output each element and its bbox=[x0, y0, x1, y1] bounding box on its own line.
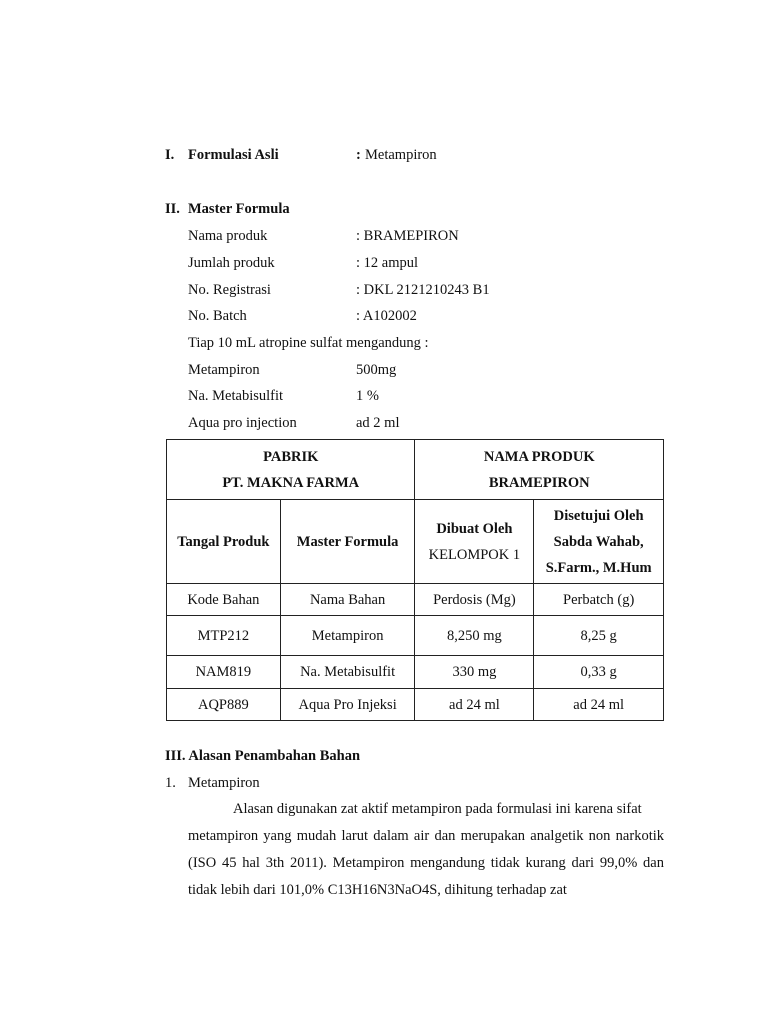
master-formula-table bbox=[166, 439, 664, 721]
disetujui-name: Sabda Wahab, bbox=[553, 533, 644, 550]
table-row bbox=[167, 689, 664, 721]
column-header: Nama Bahan bbox=[280, 584, 415, 616]
table-cell: ad 24 ml bbox=[534, 689, 664, 721]
table-header-row bbox=[167, 440, 664, 500]
ingredient-amount: 500mg bbox=[356, 362, 397, 378]
table-column-header-row bbox=[167, 584, 664, 616]
table-cell: Na. Metabisulfit bbox=[280, 656, 415, 689]
paragraph-body: metampiron yang mudah larut dalam air dan merupakan analgetik non narkotik (ISO 45 hal 3th 2011). Metampiron mengandung tidak kurang dari 99,0% dan tidak lebih dari 101,0% C13H16N3NaO4S, dihitung terhadap zat bbox=[188, 828, 664, 898]
ingredient-name: Aqua pro injection bbox=[188, 415, 297, 431]
table-cell: MTP212 bbox=[167, 616, 281, 656]
batch-label: No. Batch bbox=[188, 308, 247, 324]
ingredient-name: Na. Metabisulfit bbox=[188, 388, 284, 404]
column-header: Perbatch (g) bbox=[534, 584, 664, 616]
product-quantity-label: Jumlah produk bbox=[188, 255, 275, 271]
pabrik-label: PABRIK bbox=[263, 448, 319, 465]
disetujui-cell bbox=[534, 500, 664, 584]
column-header: Perdosis (Mg) bbox=[415, 584, 534, 616]
disetujui-title: S.Farm., M.Hum bbox=[545, 559, 652, 576]
product-quantity-value: : 12 ampul bbox=[356, 255, 419, 271]
table-sign-row bbox=[167, 500, 664, 584]
table-row bbox=[167, 656, 664, 689]
table-cell: Aqua Pro Injeksi bbox=[280, 689, 415, 721]
table-cell: Metampiron bbox=[280, 616, 415, 656]
column-header: Kode Bahan bbox=[167, 584, 281, 616]
registration-value: : DKL 2121210243 B1 bbox=[356, 282, 490, 298]
section-1-number: I. bbox=[165, 147, 175, 163]
section-1-value: Metampiron bbox=[365, 147, 437, 163]
master-cell: Master Formula bbox=[280, 500, 415, 584]
table-row bbox=[167, 616, 664, 656]
section-2-title: Master Formula bbox=[188, 201, 290, 217]
produk-cell bbox=[415, 440, 664, 500]
dibuat-label: Dibuat Oleh bbox=[436, 520, 513, 537]
table-cell: 8,250 mg bbox=[415, 616, 534, 656]
table-cell: 330 mg bbox=[415, 656, 534, 689]
table-cell: 8,25 g bbox=[534, 616, 664, 656]
disetujui-label: Disetujui Oleh bbox=[553, 507, 644, 524]
metampiron-paragraph bbox=[188, 796, 664, 904]
composition-note: Tiap 10 mL atropine sulfat mengandung : bbox=[188, 335, 429, 351]
table-cell: 0,33 g bbox=[534, 656, 664, 689]
product-name-value: : BRAMEPIRON bbox=[356, 228, 459, 244]
ingredient-amount: ad 2 ml bbox=[356, 415, 400, 431]
pabrik-cell bbox=[167, 440, 415, 500]
produk-name: BRAMEPIRON bbox=[488, 474, 590, 491]
table-cell: ad 24 ml bbox=[415, 689, 534, 721]
dibuat-value: KELOMPOK 1 bbox=[428, 546, 521, 563]
list-item-number: 1. bbox=[165, 775, 176, 791]
dibuat-cell bbox=[415, 500, 534, 584]
section-1-colon: : bbox=[356, 147, 361, 163]
registration-label: No. Registrasi bbox=[188, 282, 271, 298]
produk-label: NAMA PRODUK bbox=[483, 448, 595, 465]
section-3-title: III. Alasan Penambahan Bahan bbox=[165, 748, 361, 764]
table-cell: NAM819 bbox=[167, 656, 281, 689]
section-1-title: Formulasi Asli bbox=[188, 147, 279, 163]
ingredient-name: Metampiron bbox=[188, 362, 260, 378]
paragraph-first-line: Alasan digunakan zat aktif metampiron pada formulasi ini karena sifat bbox=[233, 801, 642, 817]
section-2-number: II. bbox=[165, 201, 180, 217]
list-item-title: Metampiron bbox=[188, 775, 260, 791]
table-cell: AQP889 bbox=[167, 689, 281, 721]
batch-value: : A102002 bbox=[356, 308, 417, 324]
product-name-label: Nama produk bbox=[188, 228, 268, 244]
tanggal-cell: Tangal Produk bbox=[167, 500, 281, 584]
ingredient-amount: 1 % bbox=[356, 388, 379, 404]
pabrik-name: PT. MAKNA FARMA bbox=[222, 474, 360, 491]
